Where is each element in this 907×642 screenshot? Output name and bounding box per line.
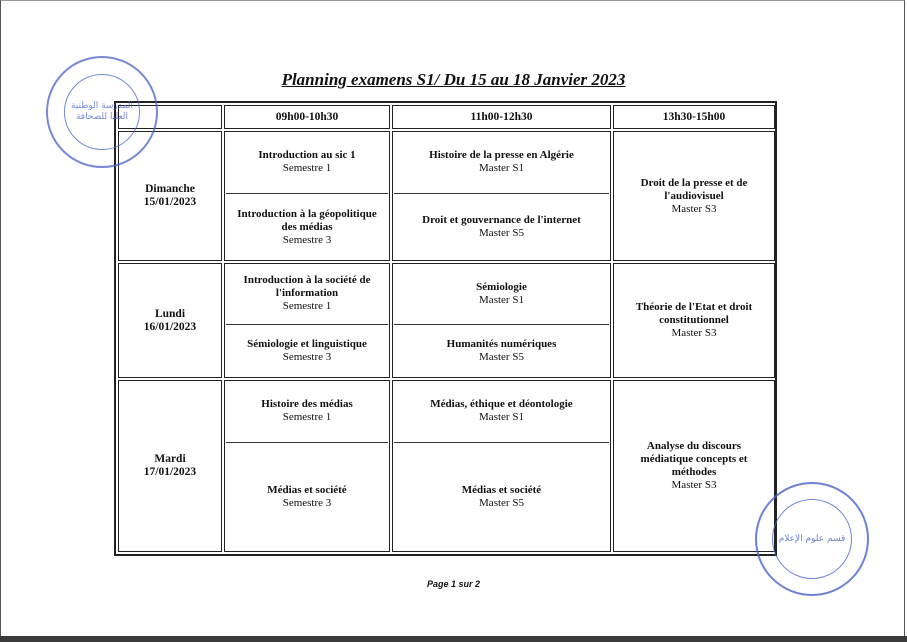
course-level: Semestre 3 (282, 351, 332, 363)
course-level: Semestre 3 (282, 233, 332, 246)
course-level: Semestre 1 (282, 162, 332, 174)
header-slot-2: 11h00-12h30 (392, 105, 611, 129)
course-level: Semestre 1 (282, 300, 332, 312)
course-title: Médias et société (267, 484, 347, 496)
cell-divider (394, 324, 609, 325)
day-date: 16/01/2023 (143, 320, 197, 333)
day-cell-mardi (118, 380, 222, 552)
exam-entry (392, 195, 611, 259)
course-title: Droit de la presse et de l'audiovisuel (640, 176, 748, 202)
course-title: Analyse du discours médiatique concepts et méthodes (640, 440, 748, 478)
day-cell-lundi (118, 263, 222, 378)
page-title: Planning examens S1/ Du 15 au 18 Janvier 2023 (281, 70, 626, 89)
exam-cell-slot3 (613, 263, 775, 378)
course-level: Master S1 (479, 293, 524, 306)
course-level: Semestre 1 (282, 411, 332, 423)
course-title: Théorie de l'Etat et droit constitutionnel (635, 301, 753, 326)
course-title: Histoire des médias (261, 398, 353, 410)
course-level: Master S3 (671, 479, 717, 491)
course-title: Introduction à la société de l'information (243, 274, 371, 299)
course-level: Master S1 (479, 411, 524, 423)
stamp-inner (772, 499, 852, 579)
header-slot-1: 09h00-10h30 (224, 105, 390, 129)
cell-divider (394, 442, 609, 443)
bottom-bar (0, 636, 907, 642)
day-name: Mardi (154, 453, 186, 465)
course-level: Semestre 3 (282, 497, 332, 509)
page-number: Page 1 sur 2 (426, 579, 481, 589)
exam-entry (392, 382, 611, 440)
stamp-text: المدرسة الوطنية العليا للصحافة (70, 101, 134, 122)
day-name: Lundi (154, 307, 186, 320)
course-title: Droit et gouvernance de l'internet (422, 214, 581, 226)
course-level: Master S3 (671, 327, 717, 339)
course-level: Master S5 (479, 227, 524, 239)
course-level: Master S5 (479, 351, 524, 363)
course-title: Introduction à la géopolitique des médias (237, 207, 377, 233)
exam-entry (392, 444, 611, 550)
course-title: Histoire de la presse en Algérie (429, 149, 574, 161)
course-title: Sémiologie et linguistique (247, 338, 367, 350)
course-title: Médias, éthique et déontologie (430, 398, 573, 410)
exam-entry (224, 444, 390, 550)
exam-schedule-table (114, 101, 777, 556)
cell-divider (226, 324, 388, 325)
exam-entry (224, 195, 390, 259)
exam-entry (392, 133, 611, 191)
cell-divider (226, 442, 388, 443)
stamp-text: قسم علوم الإعلام (778, 533, 846, 544)
exam-entry (224, 265, 390, 322)
course-level: Master S3 (671, 202, 717, 215)
header-slot-3: 13h30-15h00 (613, 105, 775, 129)
stamp-inner (64, 74, 140, 150)
cell-divider (394, 193, 609, 194)
day-name: Dimanche (145, 183, 195, 195)
official-stamp-top-left (46, 56, 158, 168)
exam-cell-slot3 (613, 380, 775, 552)
exam-entry (224, 326, 390, 376)
course-title: Humanités numériques (446, 338, 557, 350)
exam-entry (224, 133, 390, 191)
exam-entry (224, 382, 390, 440)
course-title: Sémiologie (476, 280, 527, 293)
exam-entry (392, 265, 611, 322)
day-date: 17/01/2023 (143, 466, 197, 478)
exam-entry (392, 326, 611, 376)
course-title: Introduction au sic 1 (258, 149, 356, 161)
course-level: Master S1 (479, 162, 524, 174)
exam-cell-slot3 (613, 131, 775, 261)
cell-divider (226, 193, 388, 194)
course-level: Master S5 (479, 497, 524, 509)
course-title: Médias et société (461, 484, 542, 496)
day-date: 15/01/2023 (143, 196, 197, 208)
